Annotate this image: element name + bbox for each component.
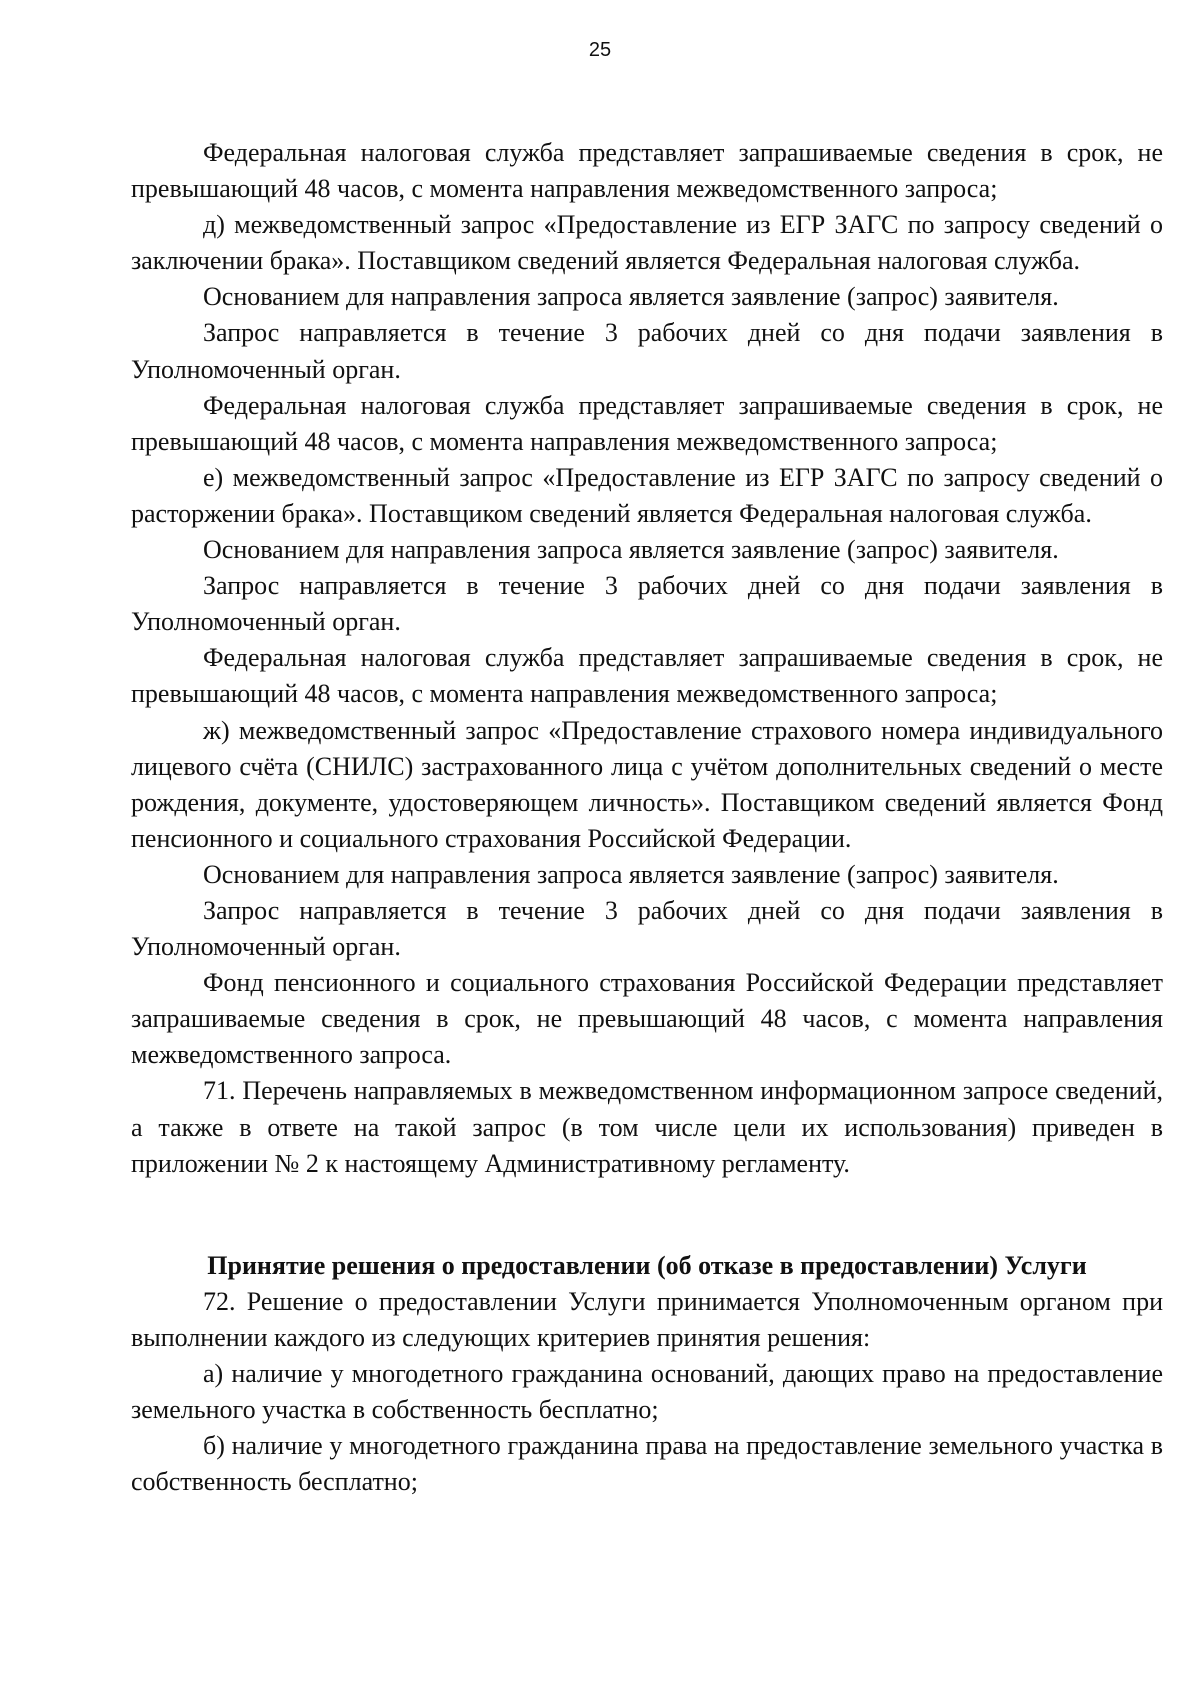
paragraph-basis-2: Основанием для направления запроса является заявление (запрос) заявителя. bbox=[203, 535, 1059, 565]
paragraph-request-timing-3: Запрос направляется в течение 3 рабочих дней со дня подачи заявления в Уполномоченный орган. bbox=[131, 895, 1163, 962]
paragraph-request-timing-1: Запрос направляется в течение 3 рабочих дней со дня подачи заявления в Уполномоченный орган. bbox=[131, 318, 1163, 384]
paragraph-basis-3: Основанием для направления запроса является заявление (запрос) заявителя. bbox=[203, 859, 1059, 889]
paragraph-request-timing-2: Запрос направляется в течение 3 рабочих дней со дня подачи заявления в Уполномоченный орган. bbox=[131, 571, 1163, 637]
paragraph-item-d: д) межведомственный запрос «Предоставление из ЕГР ЗАГС по запросу сведений о заключении брака». Поставщиком сведений является Федеральная налоговая служба. bbox=[131, 210, 1163, 276]
paragraph-criterion-a: а) наличие у многодетного гражданина оснований, дающих право на предоставление земельного участка в собственность бесплатно; bbox=[131, 1358, 1163, 1424]
paragraph-fns-deadline-1: Федеральная налоговая служба представляет запрашиваемые сведения в срок, не превышающий 48 часов, с момента направления межведомственного запроса; bbox=[131, 138, 1163, 204]
paragraph-71: 71. Перечень направляемых в межведомственном информационном запросе сведений, а также в ответе на такой запрос (в том числе цели их использования) приведен в приложении № 2 к настоящему Административному регламенту. bbox=[131, 1076, 1163, 1178]
paragraph-72: 72. Решение о предоставлении Услуги принимается Уполномоченным органом при выполнении каждого из следующих критериев принятия решения: bbox=[131, 1286, 1163, 1352]
paragraph-criterion-b: б) наличие у многодетного гражданина права на предоставление земельного участка в собственность бесплатно; bbox=[131, 1431, 1163, 1497]
paragraph-sfr-deadline: Фонд пенсионного и социального страхования Российской Федерации представляет запрашиваемые сведения в срок, не превышающий 48 часов, с момента направления межведомственного запроса. bbox=[131, 968, 1163, 1070]
paragraph-fns-deadline-2: Федеральная налоговая служба представляет запрашиваемые сведения в срок, не превышающий 48 часов, с момента направления межведомственного запроса; bbox=[131, 390, 1163, 456]
paragraph-fns-deadline-3: Федеральная налоговая служба представляет запрашиваемые сведения в срок, не превышающий 48 часов, с момента направления межведомственного запроса; bbox=[131, 643, 1163, 709]
paragraph-basis-1: Основанием для направления запроса является заявление (запрос) заявителя. bbox=[203, 282, 1059, 312]
page-number: 25 bbox=[588, 39, 612, 61]
document-body bbox=[131, 135, 1163, 1500]
paragraph-item-e: е) межведомственный запрос «Предоставление из ЕГР ЗАГС по запросу сведений о расторжении брака». Поставщиком сведений является Федеральная налоговая служба. bbox=[131, 462, 1163, 528]
section-heading: Принятие решения о предоставлении (об отказе в предоставлении) Услуги bbox=[207, 1250, 1087, 1280]
paragraph-item-zh: ж) межведомственный запрос «Предоставление страхового номера индивидуального лицевого счёта (СНИЛС) застрахованного лица с учётом дополнительных сведений о месте рождения, документе, удостоверяющем личность». Поставщиком сведений является Фонд пенсионного и социального страхования Российской Федерации. bbox=[131, 715, 1163, 853]
